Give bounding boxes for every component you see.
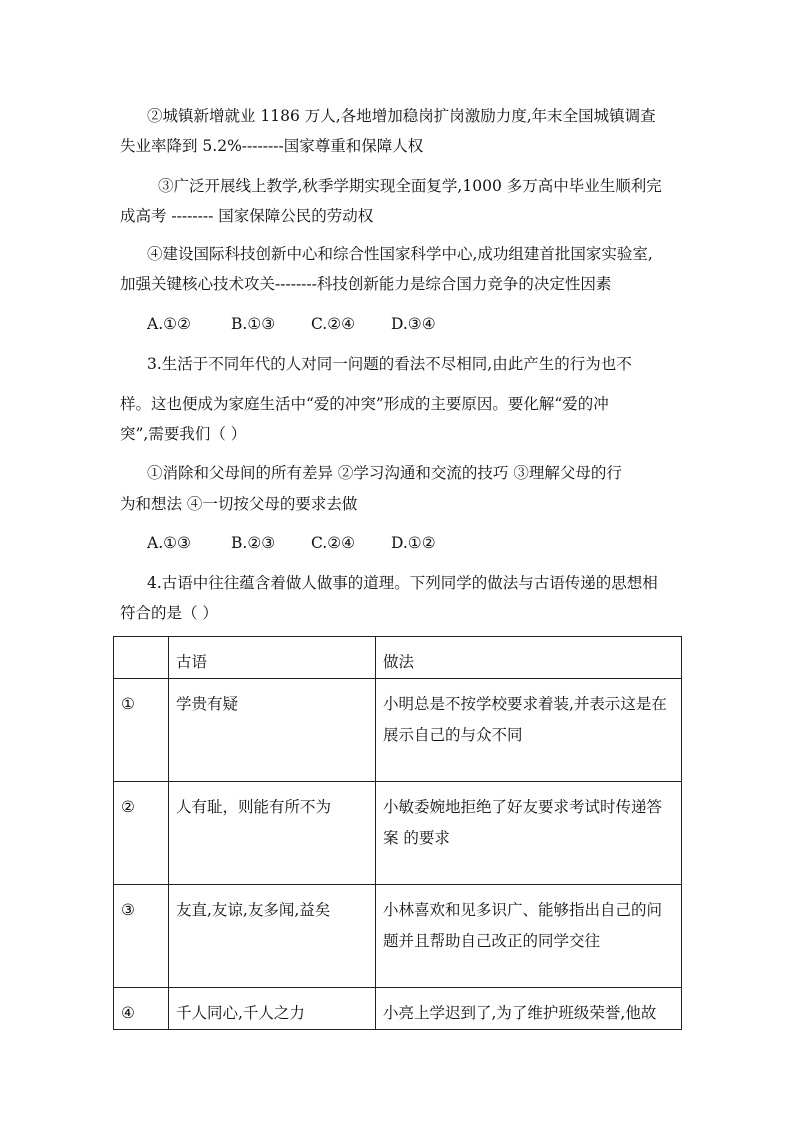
table-cell-saying: 友直,友谅,友多闻,益矣 <box>169 885 376 988</box>
table-header-cell: 做法 <box>376 637 682 679</box>
table-cell-num: ④ <box>114 988 169 1030</box>
q2-option-d: D.③④ <box>391 315 436 333</box>
q2-item3-line1: ③广泛开展线上教学,秋季学期实现全面复学,1000 多万高中毕业生顺利完 <box>158 177 662 195</box>
q2-item4-line1: ④建设国际科技创新中心和综合性国家科学中心,成功组建首批国家实验室, <box>147 245 653 263</box>
table-header-cell: 古语 <box>169 637 376 679</box>
q3-items-line2: 为和想法 ④一切按父母的要求去做 <box>120 495 358 513</box>
table-cell-saying: 学贵有疑 <box>169 679 376 782</box>
table-cell-practice: 小明总是不按学校要求着装,并表示这是在展示自己的与众不同 <box>376 679 682 782</box>
table-cell-practice: 小亮上学迟到了,为了维护班级荣誉,他故 <box>376 988 682 1030</box>
q4-table <box>113 636 682 1030</box>
q4-stem-line2: 符合的是（ ） <box>120 604 218 622</box>
q3-stem-line2: 样。这也便成为家庭生活中“爱的冲突”形成的主要原因。要化解“爱的冲 <box>120 395 609 413</box>
table-cell-num: ③ <box>114 885 169 988</box>
table-cell-saying: 人有耻，则能有所不为 <box>169 782 376 885</box>
q3-option-c: C.②④ <box>311 534 356 552</box>
q2-item3-line2: 成高考 -------- 国家保障公民的劳动权 <box>120 207 374 225</box>
table-cell-practice: 小林喜欢和见多识广、能够指出自己的问题并且帮助自己改正的同学交往 <box>376 885 682 988</box>
table-cell-saying: 千人同心,千人之力 <box>169 988 376 1030</box>
q3-stem-line3: 突”,需要我们（ ） <box>120 425 247 443</box>
table-row <box>114 885 682 988</box>
table-cell-num: ② <box>114 782 169 885</box>
q2-option-b: B.①③ <box>231 315 276 333</box>
table-cell-num: ① <box>114 679 169 782</box>
q2-option-a: A.①② <box>147 315 191 333</box>
q2-item4-line2: 加强关键核心技术攻关--------科技创新能力是综合国力竞争的决定性因素 <box>120 275 612 293</box>
table-header-row <box>114 637 682 679</box>
q4-stem-line1: 4.古语中往往蕴含着做人做事的道理。下列同学的做法与古语传递的思想相 <box>147 574 658 592</box>
q2-item2-line2: 失业率降到 5.2%--------国家尊重和保障人权 <box>120 137 424 155</box>
q3-option-a: A.①③ <box>147 534 191 552</box>
q2-item2-line1: ②城镇新增就业 1186 万人,各地增加稳岗扩岗激励力度,年末全国城镇调查 <box>147 107 656 125</box>
q3-items-line1: ①消除和父母间的所有差异 ②学习沟通和交流的技巧 ③理解父母的行 <box>147 464 622 482</box>
q3-option-d: D.①② <box>391 534 436 552</box>
table-row <box>114 679 682 782</box>
table-row <box>114 782 682 885</box>
q2-option-c: C.②④ <box>311 315 356 333</box>
table-header-cell <box>114 637 169 679</box>
q3-stem-line1: 3.生活于不同年代的人对同一问题的看法不尽相同,由此产生的行为也不 <box>147 355 632 373</box>
q3-option-b: B.②③ <box>231 534 276 552</box>
table-cell-practice: 小敏委婉地拒绝了好友要求考试时传递答案 的要求 <box>376 782 682 885</box>
table-row <box>114 988 682 1030</box>
